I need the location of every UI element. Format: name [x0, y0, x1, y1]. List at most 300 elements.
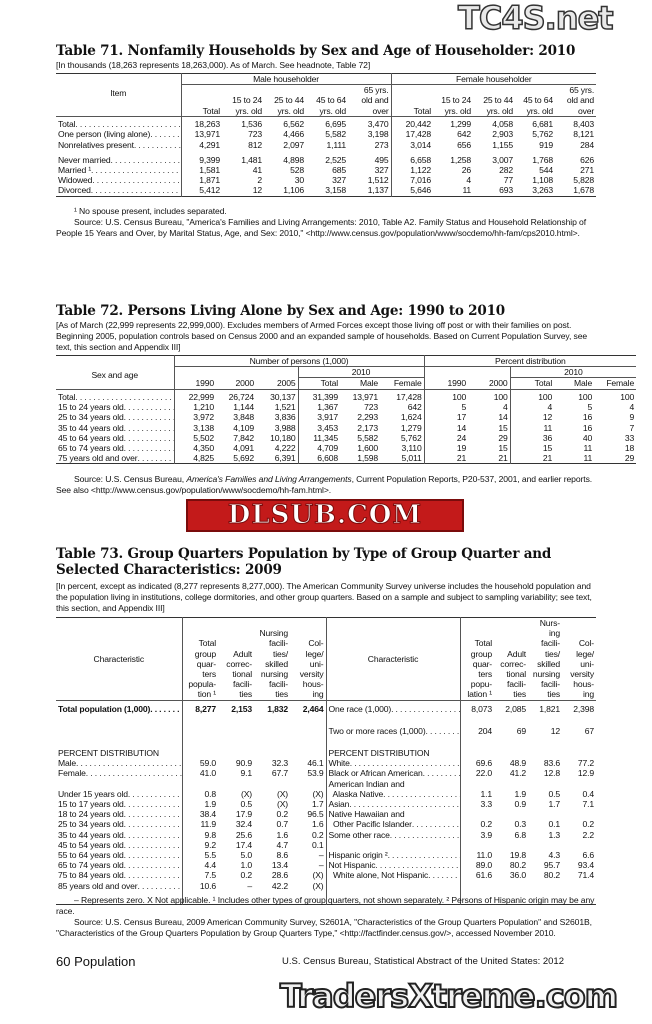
row-label: Married ¹ . . .	[56, 165, 181, 175]
table-row	[56, 860, 596, 870]
cell: 93.4	[577, 860, 594, 871]
row-label: Never married . . .	[56, 155, 181, 165]
cell: 723	[364, 402, 378, 413]
column-header: Total	[202, 105, 220, 116]
table-row	[56, 423, 636, 433]
cell: 5	[587, 402, 593, 413]
cell: 1,821	[539, 703, 560, 714]
cell: 0.8	[204, 788, 216, 799]
cell: –	[290, 850, 326, 860]
cell: 3,917	[317, 412, 338, 423]
cell: (X)	[240, 788, 252, 799]
table-row	[56, 402, 636, 412]
cell: 4,091	[233, 442, 254, 453]
cell: 7	[629, 422, 635, 433]
cell: 919	[539, 139, 554, 150]
row-label: Two or more races (1,000) . . .	[326, 714, 460, 736]
cell: 0.4	[582, 788, 594, 799]
group-header-percent: Percent distribution	[424, 356, 636, 367]
row-label: PERCENT DISTRIBUTION	[326, 736, 460, 758]
footnote: – Represents zero. X Not applicable. ¹ Includes other types of group quarters, not shown separately. ² Persons of Hispanic origin may be any race.	[56, 895, 595, 916]
cell: 5,412	[199, 185, 220, 196]
column-header: Male	[359, 378, 378, 389]
cell	[254, 779, 290, 789]
cell: 327	[348, 165, 391, 175]
cell: 693	[499, 185, 514, 196]
cell: 20,442	[405, 119, 432, 130]
cell: 1,279	[380, 423, 424, 433]
cell: 723	[248, 129, 262, 140]
table-73-title: Table 73. Group Quarters Population by Type of Group Quarter and Selected Characteristics: 2009	[56, 546, 552, 578]
cell: 17.9	[235, 809, 252, 820]
cell: 282	[499, 164, 514, 175]
cell: 38.4	[199, 809, 216, 820]
column-header: 65 yrs. old and over	[348, 85, 391, 117]
cell: 1.9	[514, 788, 526, 799]
cell: 1,832	[267, 703, 288, 714]
cell: 6,608	[317, 453, 338, 464]
cell: 4.7	[276, 839, 288, 850]
row-label: Divorced . . .	[56, 185, 181, 196]
cell: 4,825	[193, 453, 214, 464]
cell: 2,085	[505, 703, 526, 714]
cell: 69.6	[475, 758, 492, 769]
cell: 8,121	[573, 129, 595, 140]
column-header: 25 to 44 yrs. old	[483, 95, 514, 116]
table-row	[56, 443, 636, 453]
table-row	[56, 768, 596, 778]
cell: 67.7	[271, 768, 288, 779]
table-71-headnote: [In thousands (18,263 represents 18,263,000). As of March. See headnote, Table 72]	[56, 60, 371, 70]
cell	[218, 779, 254, 789]
cell: 32.3	[271, 758, 288, 769]
cell: 100	[578, 391, 593, 402]
row-label: 25 to 34 years old . . .	[56, 412, 174, 422]
row-label: 15 to 17 years old . . .	[56, 799, 182, 809]
cell	[562, 736, 596, 758]
cell: 642	[380, 402, 424, 412]
column-header: Male	[574, 378, 593, 389]
column-header: Total	[320, 378, 338, 389]
table-row	[56, 433, 636, 443]
table-row	[56, 881, 596, 891]
cell: 1,521	[256, 402, 298, 412]
cell: 7.1	[582, 798, 594, 809]
cell	[460, 736, 494, 758]
cell	[494, 881, 528, 891]
cell: 1,155	[492, 139, 514, 150]
cell: 17	[456, 412, 467, 423]
cell: (X)	[276, 798, 288, 809]
cell	[182, 779, 218, 789]
cell: 1.3	[548, 829, 560, 840]
column-header-item: Item	[56, 74, 181, 117]
table-row	[56, 736, 596, 758]
table-row	[56, 185, 596, 196]
cell: 32.4	[235, 819, 252, 830]
cell: 8.6	[276, 849, 288, 860]
cell: 5.0	[240, 849, 252, 860]
cell: 90.9	[235, 758, 252, 769]
row-label: Some other race . . .	[326, 830, 460, 840]
table-row	[56, 830, 596, 840]
cell: 29	[468, 433, 510, 443]
cell: 273	[348, 140, 391, 150]
row-label: Male . . .	[56, 758, 182, 768]
row-label: Under 15 years old . . .	[56, 789, 182, 799]
cell: 13,971	[194, 129, 220, 140]
table-row	[56, 453, 636, 464]
cell: (X)	[290, 870, 326, 880]
cell: 15	[468, 423, 510, 433]
cell: 36	[542, 432, 553, 443]
column-header: 1990	[195, 378, 214, 389]
cell: 9.1	[240, 768, 252, 779]
cell	[562, 809, 596, 819]
cell: 6,562	[283, 119, 304, 130]
row-label: 18 to 24 years old . . .	[56, 809, 182, 819]
cell: 3,158	[325, 185, 346, 196]
column-header-characteristic: Characteristic	[326, 618, 460, 701]
table-row	[56, 850, 596, 860]
cell: 46.1	[290, 758, 326, 768]
cell: 17,428	[380, 389, 424, 402]
cell: 4,709	[317, 442, 338, 453]
table-72	[56, 355, 636, 464]
cell: 1,624	[380, 412, 424, 422]
cell: 1,299	[450, 119, 472, 130]
cell	[528, 809, 562, 819]
cell: 80.2	[509, 860, 526, 871]
cell: 17,428	[405, 129, 432, 140]
column-header: 2005	[256, 378, 298, 389]
cell: 1,111	[326, 139, 346, 150]
cell: 4.3	[548, 849, 560, 860]
cell: 95.7	[543, 860, 560, 871]
cell: 812	[248, 139, 262, 150]
column-header: Total	[534, 378, 553, 389]
table-71	[56, 73, 596, 197]
row-label: Black or African American . . .	[326, 768, 460, 778]
table-72-source	[56, 474, 601, 496]
cell: 4	[629, 402, 635, 413]
cell: 1,258	[450, 154, 472, 165]
cell: 4,109	[233, 422, 254, 433]
column-header: Female	[380, 378, 424, 389]
cell: 7,842	[233, 432, 254, 443]
cell: 5,582	[357, 432, 378, 443]
cell: 59.0	[199, 758, 216, 769]
row-label: White alone, Not Hispanic . . .	[326, 870, 460, 880]
column-header: Nurs- ing facili- ties/ skilled nursing facili- ties	[532, 618, 560, 700]
cell: 4,898	[283, 154, 304, 165]
cell: 6,658	[410, 154, 432, 165]
cell: 2,173	[357, 422, 378, 433]
row-label: Nonrelatives present . . .	[56, 140, 181, 150]
cell: 1,144	[233, 402, 254, 413]
row-label: Asian . . .	[326, 799, 460, 809]
cell: 1,106	[283, 185, 304, 196]
table-row	[56, 175, 596, 185]
row-label: Not Hispanic . . .	[326, 860, 460, 870]
cell: 2.2	[582, 829, 594, 840]
cell: 1.7	[548, 798, 560, 809]
cell: 3.3	[480, 798, 492, 809]
cell: 11	[462, 185, 472, 196]
table-73-footnotes	[56, 895, 601, 939]
cell: 100	[538, 391, 553, 402]
cell: 3,014	[410, 139, 432, 150]
cell: 12.9	[577, 768, 594, 779]
cell: 0.3	[514, 819, 526, 830]
cell: 77.2	[577, 758, 594, 769]
cell	[494, 840, 528, 850]
cell	[290, 736, 326, 758]
cell: 9.8	[204, 829, 216, 840]
cell: 4,466	[283, 129, 304, 140]
cell: 4	[466, 175, 472, 186]
row-label: 45 to 64 years old . . .	[56, 433, 174, 443]
column-header: 15 to 24 yrs. old	[232, 95, 262, 116]
cell	[254, 736, 290, 758]
column-header: 65 yrs. old and over	[566, 85, 595, 116]
row-label: Native Hawaiian and	[326, 809, 460, 819]
table-72-headnote: [As of March (22,999 represents 22,999,000). Excludes members of Armed Forces except those living off post or with their families on post. Beginning 2005, population controls based on Census 2000 and an expanded sample of households. Based on Current Population Survey, see text, this section and Appendix III]	[56, 320, 588, 352]
cell: 0.5	[240, 798, 252, 809]
cell: 67	[584, 725, 594, 736]
cell: 3.9	[480, 829, 492, 840]
cell: 10,180	[256, 433, 298, 443]
cell: 26,724	[228, 391, 254, 402]
cell: 13,971	[352, 391, 378, 402]
group-header-female: Female householder	[391, 74, 596, 85]
table-row	[56, 809, 596, 819]
cell: 1.6	[290, 819, 326, 829]
cell: (X)	[290, 881, 326, 891]
cell: 25.6	[235, 829, 252, 840]
cell	[460, 881, 494, 891]
table-row	[56, 779, 596, 789]
cell	[254, 714, 290, 736]
row-label: Total . . .	[56, 116, 181, 129]
cell: 4	[547, 402, 553, 413]
source-note: Source: U.S. Census Bureau, 2009 American Community Survey, S2601A, "Characteristics of the Group Quarters Population" and S2601B, "Characteristics of the Group Quarters Population by Group Quarters Type," <http://factfinder.census.gov/>, accessed November 2010.	[56, 917, 592, 938]
cell: 18,263	[194, 119, 220, 130]
column-header: Adult correc- tional facili- ties	[226, 648, 252, 700]
row-label: Alaska Native . . .	[326, 789, 460, 799]
cell: 3,007	[492, 154, 514, 165]
cell: 89.0	[475, 860, 492, 871]
cell	[494, 809, 528, 819]
source-note: Source: U.S. Census Bureau, "America's Families and Living Arrangements: 2010, Table A2. Family Status and Household Relationship of People 15 Years and Over, by Marital Status, Age, and Sex: 2010," <http://www.census.gov/population/www/socdemo/hh-fam/cps2010.html>.	[56, 217, 587, 238]
table-row	[56, 129, 596, 139]
cell: 69	[516, 725, 526, 736]
cell: 0.2	[480, 819, 492, 830]
cell: 1,122	[410, 164, 432, 175]
cell: 1.6	[276, 829, 288, 840]
table-row	[56, 789, 596, 799]
column-header: Nursing facili- ties/ skilled nursing facili- ties	[259, 628, 288, 700]
column-header: 45 to 64 yrs. old	[316, 95, 346, 116]
cell: 6,695	[325, 119, 346, 130]
cell: 100	[620, 391, 635, 402]
cell: 5,502	[193, 432, 214, 443]
cell: 19.8	[509, 849, 526, 860]
cell: 0.2	[276, 809, 288, 820]
row-label: White . . .	[326, 758, 460, 768]
cell: 31,399	[312, 391, 338, 402]
cell: 13.4	[271, 860, 288, 871]
table-row	[56, 714, 596, 736]
row-label: 45 to 54 years old . . .	[56, 840, 182, 850]
table-row	[56, 799, 596, 809]
cell: 4,350	[193, 442, 214, 453]
cell: 2,293	[357, 412, 378, 423]
column-header: Adult correc- tional facili- ties	[500, 648, 526, 700]
cell	[494, 736, 528, 758]
cell: 9	[629, 412, 635, 423]
cell: 6,391	[256, 453, 298, 464]
cell: 24	[456, 432, 467, 443]
cell: 7,016	[410, 175, 432, 186]
cell: 12	[252, 185, 262, 196]
cell	[460, 779, 494, 789]
cell	[290, 779, 326, 789]
cell	[460, 809, 494, 819]
cell: 3,263	[532, 185, 554, 196]
cell: 0.7	[276, 819, 288, 830]
cell: 5,692	[233, 453, 254, 464]
cell: 41.2	[509, 768, 526, 779]
cell	[562, 840, 596, 850]
cell	[528, 736, 562, 758]
row-label: 75 years old and over . . .	[56, 453, 174, 464]
cell: 2,903	[492, 129, 514, 140]
cell	[528, 881, 562, 891]
cell: 15	[468, 443, 510, 453]
cell: 6,681	[532, 119, 554, 130]
cell: 3,988	[256, 423, 298, 433]
cell	[218, 736, 254, 758]
cell: 3,198	[348, 129, 391, 139]
table-row	[56, 412, 636, 422]
cell: 3,138	[193, 422, 214, 433]
cell: (X)	[276, 788, 288, 799]
row-label: Female . . .	[56, 768, 182, 778]
cell: 36.0	[509, 870, 526, 881]
column-header: 2000	[235, 378, 254, 389]
row-label	[56, 779, 182, 789]
cell: 12	[550, 725, 560, 736]
cell: 6.8	[514, 829, 526, 840]
source-text: Source: U.S. Census Bureau,	[74, 474, 187, 484]
cell: 96.5	[290, 809, 326, 819]
group-header-2010: 2010	[510, 367, 636, 378]
cell: 2,525	[325, 154, 346, 165]
column-header: 45 to 64 yrs. old	[523, 95, 554, 116]
cell: 5,011	[380, 453, 424, 464]
cell: 12.8	[543, 768, 560, 779]
row-label: 35 to 44 years old . . .	[56, 830, 182, 840]
cell: 14	[468, 412, 510, 422]
watermark-tc4s: TC4S.net	[458, 0, 613, 37]
cell: 19	[456, 442, 467, 453]
cell: 5,582	[325, 129, 346, 140]
cell: 8,403	[573, 119, 595, 130]
column-header: Col- lege/ uni- versity hous- ing	[570, 638, 594, 700]
table-row	[56, 155, 596, 165]
cell: 3,972	[193, 412, 214, 423]
cell: 12	[542, 412, 553, 423]
cell: 1,481	[241, 154, 262, 165]
cell: 1,678	[573, 185, 595, 196]
page-number: 60 Population	[56, 954, 136, 969]
cell: 0.2	[240, 870, 252, 881]
table-73-headnote: [In percent, except as indicated (8,277 represents 8,277,000). The American Community Survey universe includes the household population and the population living in institutions, college dormitories, and other group quarters. Based on a sample and subject to sampling variability; see text, this section, and Appendix III]	[56, 581, 592, 613]
row-label: One person (living alone) . . .	[56, 129, 181, 139]
cell: 4,058	[492, 119, 514, 130]
cell	[528, 840, 562, 850]
cell: 30,137	[256, 389, 298, 402]
row-label: 65 to 74 years old . . .	[56, 443, 174, 453]
cell: 685	[332, 164, 346, 175]
cell: 33	[624, 432, 635, 443]
cell	[182, 736, 218, 758]
table-row	[56, 819, 596, 829]
cell	[528, 779, 562, 789]
table-73	[56, 617, 596, 905]
cell: 0.9	[514, 798, 526, 809]
cell: 41	[252, 164, 262, 175]
cell: 5.5	[204, 849, 216, 860]
cell: 4,291	[199, 139, 220, 150]
cell: 21	[456, 453, 467, 464]
cell: 11	[583, 442, 593, 453]
column-header: 2000	[468, 378, 510, 389]
table-71-footnotes	[56, 206, 601, 239]
cell: 21	[468, 453, 510, 464]
cell	[218, 714, 254, 736]
cell: 22.0	[475, 768, 492, 779]
cell: 271	[580, 164, 595, 175]
column-header: Total group quar- ters popula- tion ¹	[188, 638, 216, 700]
cell: 8,073	[471, 703, 492, 714]
group-header-2010: 2010	[298, 367, 424, 378]
row-label: PERCENT DISTRIBUTION	[56, 736, 182, 758]
cell: 77	[503, 175, 514, 186]
cell: 71.4	[577, 870, 594, 881]
cell: 0.5	[548, 788, 560, 799]
column-header-sex-age: Sex and age	[56, 356, 174, 390]
cell: 15	[542, 442, 553, 453]
cell: 544	[539, 164, 554, 175]
column-header-characteristic: Characteristic	[56, 618, 182, 701]
column-header: 1990	[447, 378, 467, 389]
cell: 80.2	[543, 870, 560, 881]
cell: 3,848	[233, 412, 254, 423]
cell: –	[247, 880, 252, 891]
cell: 48.9	[509, 758, 526, 769]
column-header: Total	[413, 105, 432, 116]
cell: 41.0	[199, 768, 216, 779]
cell: 4	[468, 402, 510, 412]
row-label: Hispanic origin ² . . .	[326, 850, 460, 860]
cell: 83.6	[543, 758, 560, 769]
cell: 0.1	[290, 840, 326, 850]
cell: 11,345	[313, 432, 338, 443]
row-label: Total . . .	[56, 389, 174, 402]
cell: 5,762	[380, 433, 424, 443]
